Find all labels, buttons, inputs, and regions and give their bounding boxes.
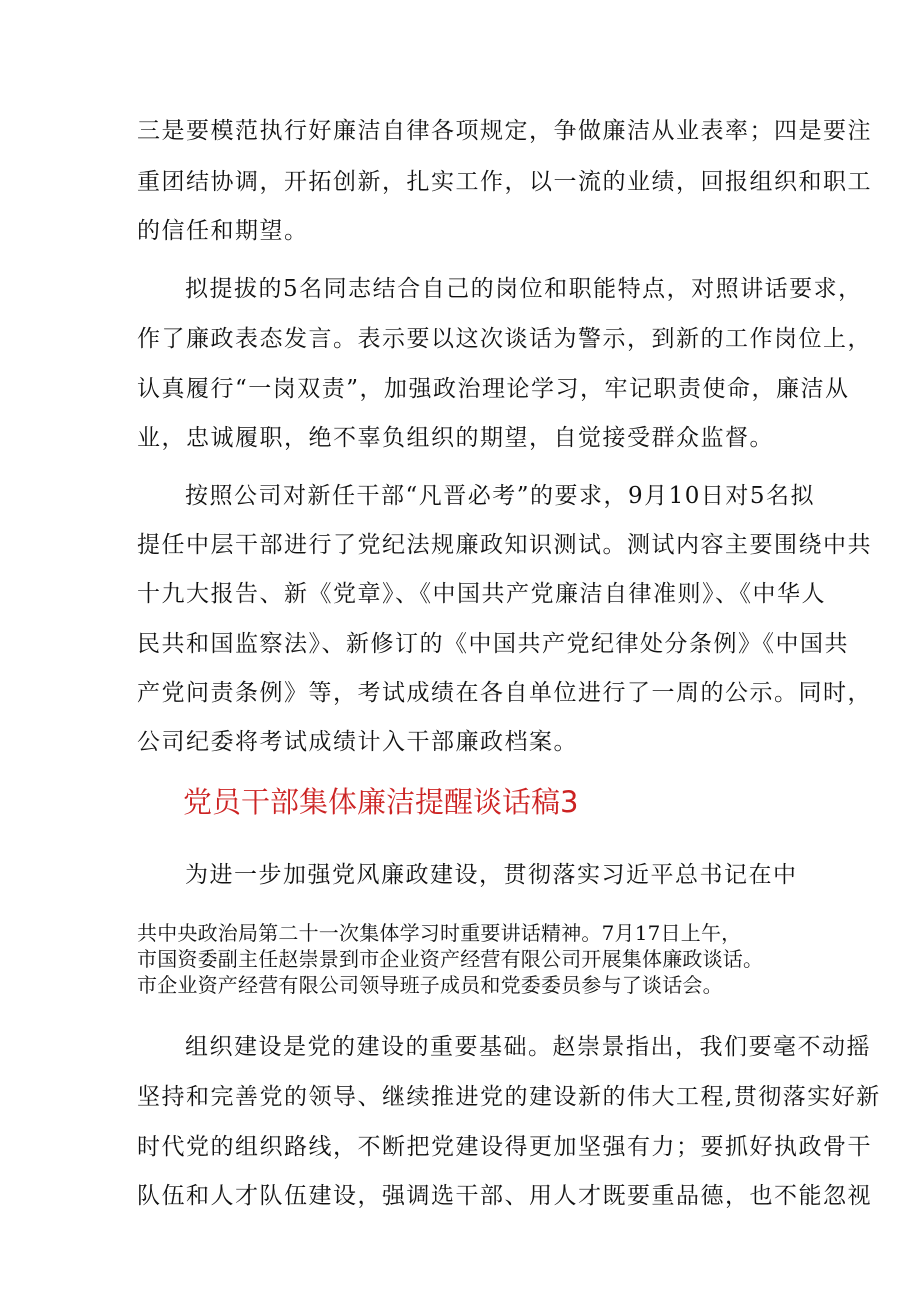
paragraph-2-line-3: 认真履行“一岗双责”，加强政治理论学习，牢记职责使命，廉洁从 bbox=[137, 376, 850, 402]
paragraph-5-line-4: 队伍和人才队伍建设，强调选干部、用人才既要重品德，也不能忽视 bbox=[137, 1183, 872, 1209]
paragraph-5-line-3: 时代党的组织路线，不断把党建设得更加坚强有力；要抓好执政骨干 bbox=[137, 1134, 872, 1160]
paragraph-1-line-3: 的信任和期望。 bbox=[137, 218, 309, 244]
paragraph-4-line-1: 为进一步加强党风廉政建设，贯彻落实习近平总书记在中 bbox=[185, 862, 798, 888]
paragraph-5-line-1: 组织建设是党的建设的重要基础。赵崇景指出，我们要毫不动摇 bbox=[185, 1034, 871, 1060]
paragraph-5-line-2: 坚持和完善党的领导、继续推进党的建设新的伟大工程,贯彻落实好新 bbox=[137, 1084, 881, 1110]
paragraph-4-line-2: 共中央政治局第二十一次集体学习时重要讲话精神。7月17日上午， bbox=[137, 921, 742, 945]
paragraph-4-line-4: 市企业资产经营有限公司领导班子成员和党委委员参与了谈话会。 bbox=[137, 973, 723, 997]
section-heading: 党员干部集体廉洁提醒谈话稿3 bbox=[183, 785, 579, 819]
paragraph-1-line-2: 重团结协调，开拓创新，扎实工作，以一流的业绩，回报组织和职工 bbox=[137, 169, 872, 195]
paragraph-3-line-5: 产党问责条例》等，考试成绩在各自单位进行了一周的公示。同时， bbox=[137, 680, 872, 706]
paragraph-3-line-6: 公司纪委将考试成绩计入干部廉政档案。 bbox=[137, 729, 578, 755]
paragraph-4-line-3: 市国资委副主任赵崇景到市企业资产经营有限公司开展集体廉政谈话。 bbox=[137, 947, 764, 971]
paragraph-3-line-1: 按照公司对新任干部“凡晋必考”的要求，9月10日对5名拟 bbox=[185, 483, 816, 509]
paragraph-2-line-1: 拟提拔的5名同志结合自己的岗位和职能特点，对照讲话要求， bbox=[185, 276, 863, 302]
paragraph-3-line-2: 提任中层干部进行了党纪法规廉政知识测试。测试内容主要围绕中共 bbox=[137, 532, 872, 558]
paragraph-2-line-2: 作了廉政表态发言。表示要以这次谈话为警示，到新的工作岗位上， bbox=[137, 326, 872, 352]
paragraph-3-line-4: 民共和国监察法》、新修订的《中国共产党纪律处分条例》《中国共 bbox=[137, 631, 849, 657]
paragraph-1-line-1: 三是要模范执行好廉洁自律各项规定，争做廉洁从业表率；四是要注 bbox=[137, 118, 872, 144]
paragraph-3-line-3: 十九大报告、新《党章》、《中国共产党廉洁自律准则》、《中华人 bbox=[137, 581, 826, 607]
paragraph-2-line-4: 业，忠诚履职，绝不辜负组织的期望，自觉接受群众监督。 bbox=[137, 425, 774, 451]
